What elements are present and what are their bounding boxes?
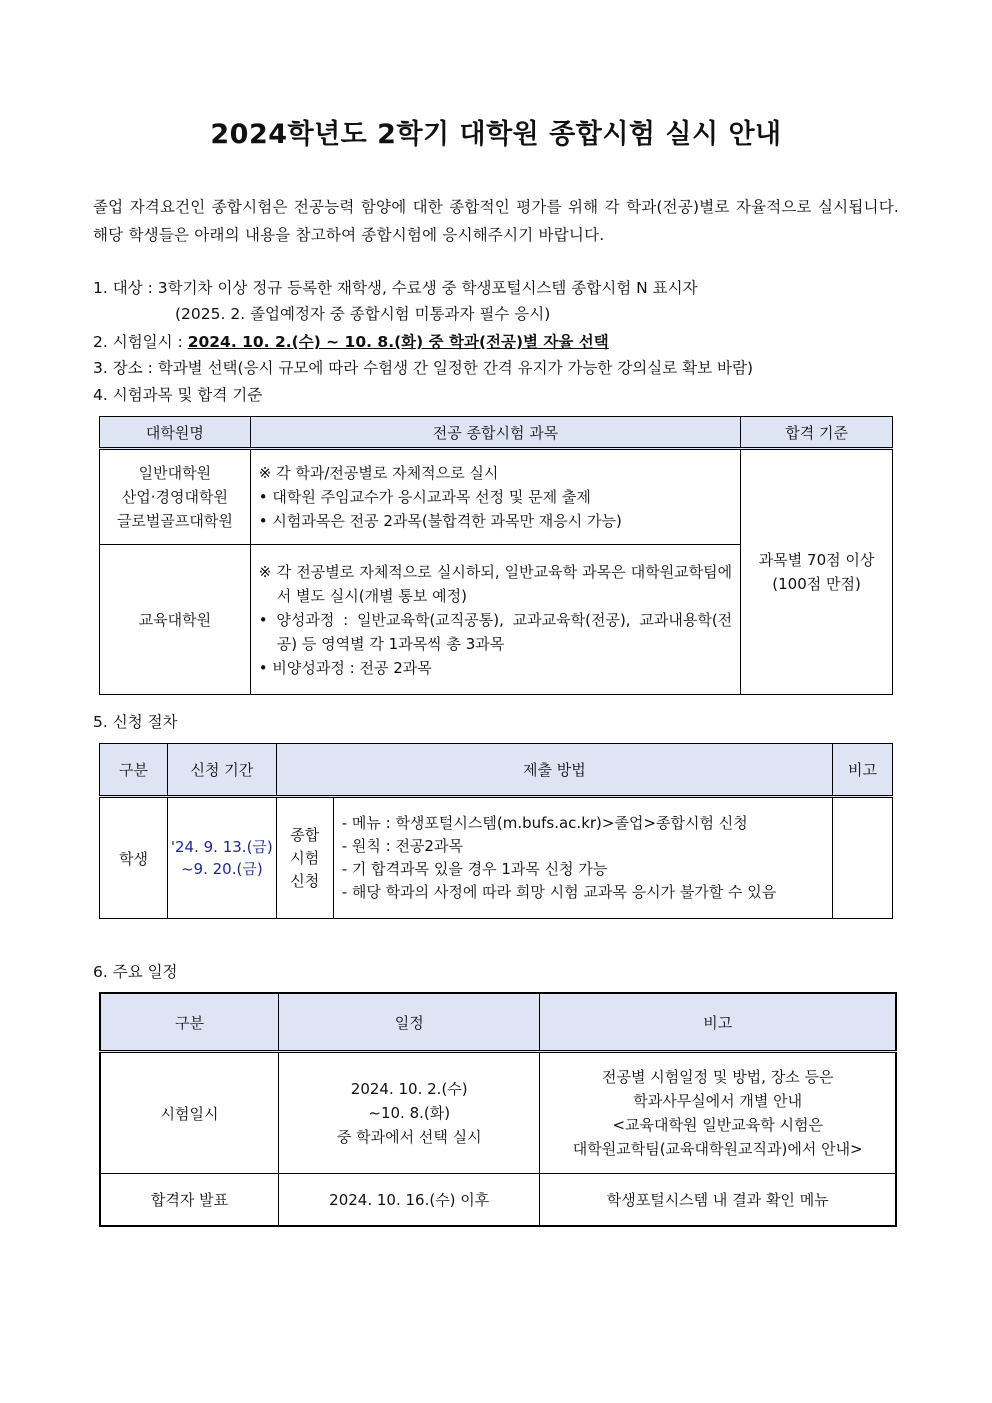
section-3-place: 3. 장소 : 학과별 선택(응시 규모에 따라 수험생 간 일정한 간격 유지가 가능한 강의실로 확보 바람) — [93, 359, 754, 377]
section-1-note: (2025. 2. 졸업예정자 중 종합시험 미통과자 필수 응시) — [175, 305, 551, 323]
schedule-table — [99, 992, 897, 1227]
period-line: ~9. 20.(금) — [180, 860, 263, 878]
method-line: - 메뉴 : 학생포털시스템(m.bufs.ac.kr)>졸업>종합시험 신청 — [341, 814, 748, 832]
remark-cell — [833, 797, 893, 919]
method-line: - 원칙 : 전공2과목 — [341, 837, 463, 855]
remark-line: <교육대학원 일반교육학 시험은 — [612, 1116, 823, 1134]
category-cell: 학생 — [100, 797, 168, 919]
remark-line: 전공별 시험일정 및 방법, 장소 등은 — [601, 1068, 834, 1086]
schedule-remark: 학생포털시스템 내 결과 확인 메뉴 — [540, 1174, 896, 1226]
application-table — [99, 743, 893, 919]
method-label-line: 시험 — [290, 848, 320, 867]
remark-line: 학과사무실에서 개별 안내 — [633, 1092, 803, 1110]
schedule-date: 2024. 10. 16.(수) 이후 — [279, 1174, 540, 1226]
detail-line: ※ 각 전공별로 자체적으로 실시하되, 일반교육학 과목은 대학원교학팀에서 별도 실시(개별 통보 예정) — [258, 562, 733, 605]
period-cell — [167, 797, 276, 919]
criteria-line: 과목별 70점 이상 — [758, 551, 875, 569]
exam-subject-table — [99, 416, 893, 695]
schedule-category: 시험일시 — [100, 1052, 279, 1174]
remark-line: 대학원교학팀(교육대학원교직과)에서 안내> — [572, 1140, 863, 1158]
schedule-line: ~10. 8.(화) — [368, 1104, 451, 1122]
detail-line: ※ 각 학과/전공별로 자체적으로 실시 — [258, 464, 499, 482]
schedule-category: 합격자 발표 — [100, 1174, 279, 1226]
table-header: 비고 — [540, 993, 896, 1052]
method-details-cell — [333, 797, 832, 919]
table-header: 대학원명 — [100, 417, 251, 449]
section-4-heading: 4. 시험과목 및 합격 기준 — [93, 386, 263, 404]
school-name: 산업·경영대학원 — [121, 488, 228, 506]
section-5-heading: 5. 신청 절차 — [93, 713, 178, 731]
table-header: 구분 — [100, 993, 279, 1052]
schedule-line: 중 학과에서 선택 실시 — [336, 1128, 482, 1146]
method-label-line: 종합 — [290, 825, 320, 844]
exam-subject-details — [250, 449, 740, 545]
period-line: '24. 9. 13.(금) — [170, 838, 273, 856]
table-header: 제출 방법 — [276, 744, 832, 797]
graduate-school-names — [100, 449, 251, 545]
section-1-target: 1. 대상 : 3학기차 이상 정규 등록한 재학생, 수료생 중 학생포털시스템 종합시험 N 표시자 — [93, 279, 698, 297]
table-header: 비고 — [833, 744, 893, 797]
method-line: - 기 합격과목 있을 경우 1과목 신청 가능 — [341, 860, 608, 878]
section-6-heading: 6. 주요 일정 — [93, 963, 178, 981]
detail-line: • 비양성과정 : 전공 2과목 — [258, 658, 432, 677]
detail-line: • 대학원 주임교수가 응시교과목 선정 및 문제 출제 — [258, 488, 591, 506]
school-name: 교육대학원 — [100, 545, 251, 695]
method-label-line: 신청 — [290, 871, 320, 890]
pass-criteria — [741, 449, 893, 695]
table-header: 합격 기준 — [741, 417, 893, 449]
detail-line: • 시험과목은 전공 2과목(불합격한 과목만 재응시 가능) — [258, 512, 622, 530]
method-label-cell — [276, 797, 333, 919]
section-2-prefix: 2. 시험일시 : — [93, 333, 188, 351]
intro-paragraph: 졸업 자격요건인 종합시험은 전공능력 함양에 대한 종합적인 평가를 위해 각 학과(전공)별로 자율적으로 실시됩니다. 해당 학생들은 아래의 내용을 참고하여 종합시험에 응시해주시기 바랍니다. — [93, 198, 899, 244]
page-title: 2024학년도 2학기 대학원 종합시험 실시 안내 — [210, 119, 782, 150]
table-header: 신청 기간 — [167, 744, 276, 797]
schedule-line: 2024. 10. 2.(수) — [350, 1080, 468, 1098]
section-2-date — [93, 330, 609, 352]
detail-line: • 양성과정 : 일반교육학(교직공통), 교과교육학(전공), 교과내용학(전공) 등 영역별 각 1과목씩 총 3과목 — [258, 610, 733, 653]
schedule-remark — [540, 1052, 896, 1174]
table-header: 구분 — [100, 744, 168, 797]
exam-subject-details — [250, 545, 740, 695]
school-name: 일반대학원 — [138, 464, 212, 482]
method-line: - 해당 학과의 사정에 따라 희망 시험 교과목 응시가 불가할 수 있음 — [341, 883, 777, 901]
table-header: 전공 종합시험 과목 — [250, 417, 740, 449]
table-header: 일정 — [279, 993, 540, 1052]
schedule-date — [279, 1052, 540, 1174]
section-2-main: 2024. 10. 2.(수) ~ 10. 8.(화) 중 학과(전공)별 자율 선택 — [187, 333, 609, 351]
criteria-line: (100점 만점) — [772, 575, 861, 593]
school-name: 글로벌골프대학원 — [116, 512, 233, 530]
